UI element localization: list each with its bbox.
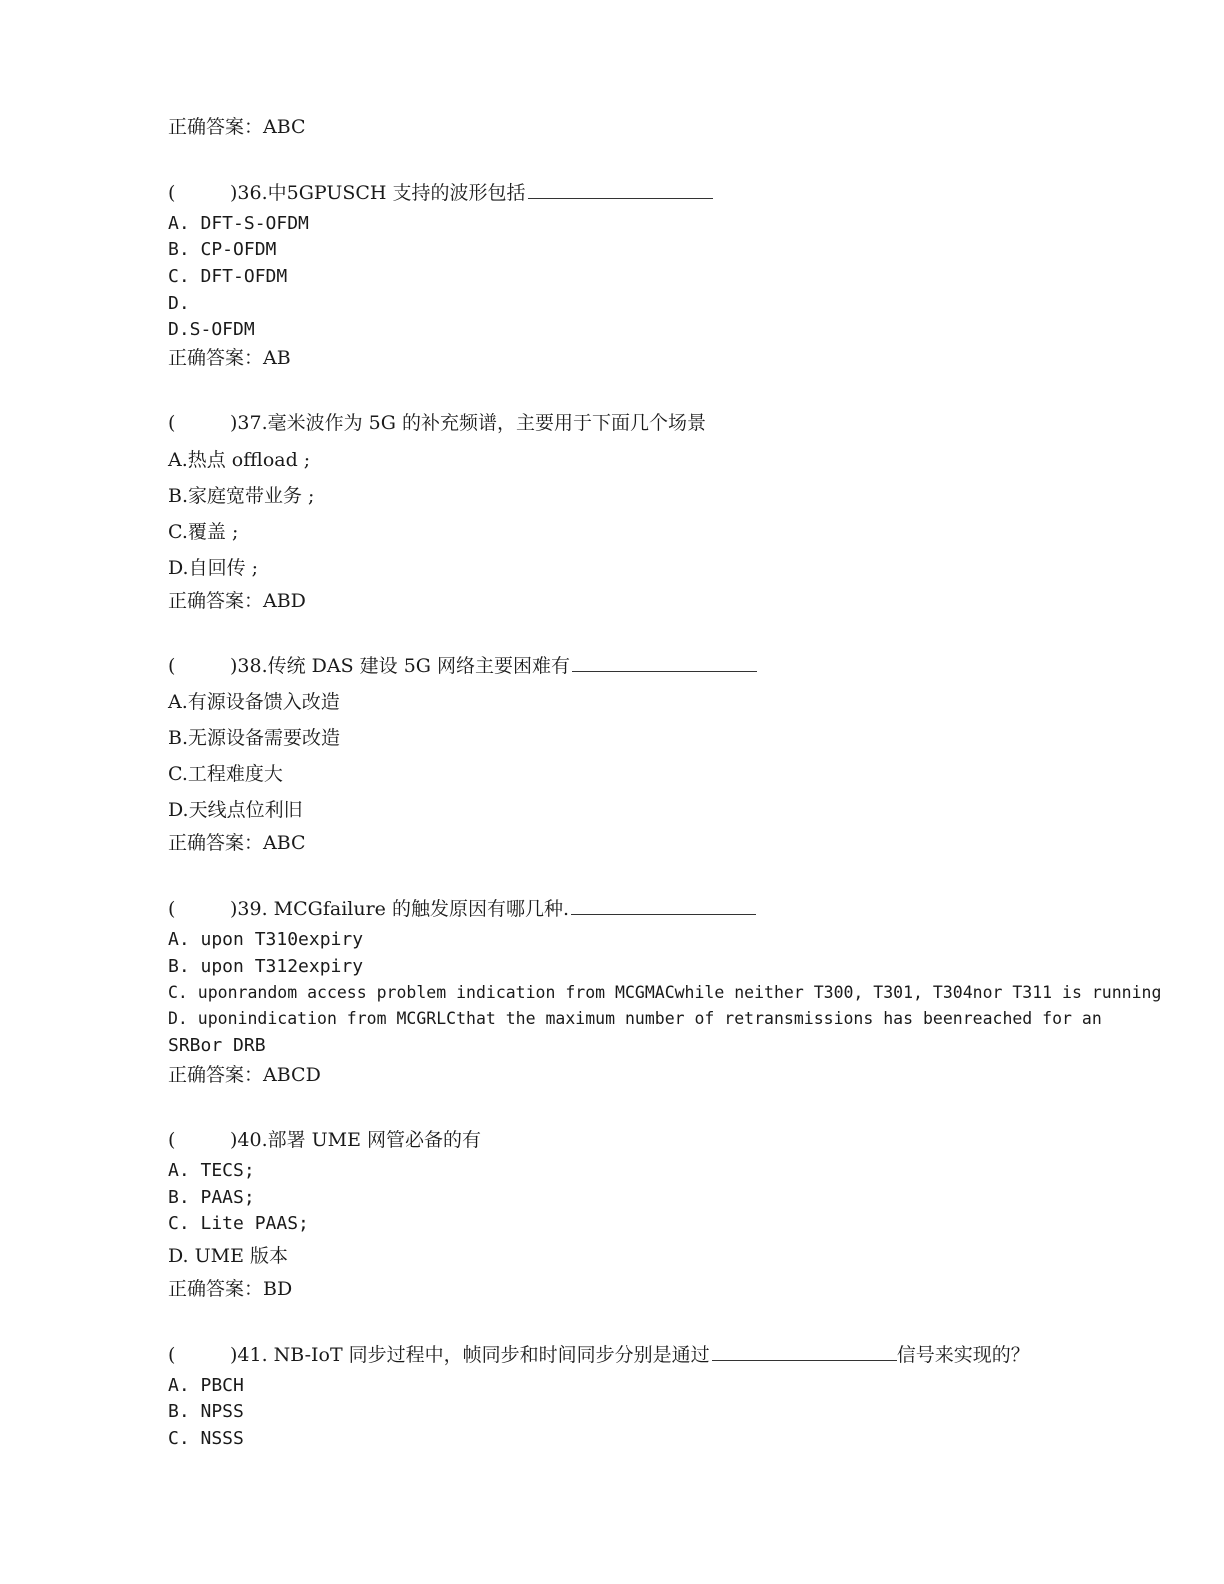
option-41-b: B. NPSS	[168, 1401, 244, 1422]
option-41-a: A. PBCH	[168, 1375, 244, 1396]
question-text: )40.部署 UME 网管必备的有	[230, 1129, 482, 1151]
answer-blank	[528, 198, 713, 199]
question-40	[168, 1131, 481, 1150]
option-37-c: C.覆盖 ;	[168, 521, 239, 543]
question-41	[168, 1346, 1030, 1365]
question-36	[168, 184, 713, 203]
option-38-b: B.无源设备需要改造	[168, 727, 341, 749]
option-41-c: C. NSSS	[168, 1428, 244, 1449]
answer-blank	[571, 914, 756, 915]
option-37-b: B.家庭宽带业务 ;	[168, 485, 315, 507]
answer-paren: (	[168, 412, 176, 434]
option-38-a: A.有源设备馈入改造	[168, 691, 340, 713]
option-37-d: D.自回传 ;	[168, 557, 259, 579]
option-36-a: A. DFT-S-OFDM	[168, 213, 309, 234]
answer-37: 正确答案：ABD	[168, 590, 306, 612]
option-39-a: A. upon T310expiry	[168, 929, 364, 950]
question-text: )38.传统 DAS 建设 5G 网络主要困难有	[230, 655, 571, 677]
option-36-b: B. CP-OFDM	[168, 239, 277, 260]
option-39-b: B. upon T312expiry	[168, 956, 364, 977]
option-38-d: D.天线点位利旧	[168, 799, 303, 821]
answer-paren: (	[168, 1344, 176, 1366]
answer-blank	[572, 671, 757, 672]
question-38	[168, 657, 757, 676]
answer-paren: (	[168, 898, 176, 920]
option-39-c: C. uponrandom access problem indication from MCGMACwhile neither T300, T301, T304nor T311 is running	[168, 983, 1162, 1002]
question-text: )37.毫米波作为 5G 的补充频谱，主要用于下面几个场景	[230, 412, 706, 434]
option-40-c: C. Lite PAAS;	[168, 1213, 309, 1234]
option-38-c: C.工程难度大	[168, 763, 283, 785]
question-37	[168, 414, 706, 433]
question-text: )36.中5GPUSCH 支持的波形包括	[230, 182, 526, 204]
option-40-a: A. TECS;	[168, 1160, 255, 1181]
option-36-d: D.	[168, 293, 190, 314]
question-text: )41. NB-IoT 同步过程中，帧同步和时间同步分别是通过	[230, 1344, 710, 1366]
option-36-d2: D.S-OFDM	[168, 319, 255, 340]
option-39-d: D. uponindication from MCGRLCthat the maximum number of retransmissions has beenreached for an	[168, 1009, 1102, 1028]
answer-paren: (	[168, 182, 176, 204]
option-37-a: A.热点 offload ;	[168, 449, 311, 471]
answer-paren: (	[168, 1129, 176, 1151]
answer-39: 正确答案：ABCD	[168, 1064, 321, 1086]
answer-blank	[712, 1360, 897, 1361]
option-40-b: B. PAAS;	[168, 1187, 255, 1208]
question-suffix: 信号来实现的？	[896, 1344, 1030, 1366]
question-39	[168, 900, 756, 919]
option-36-c: C. DFT-OFDM	[168, 266, 288, 287]
answer-40: 正确答案：BD	[168, 1278, 293, 1300]
question-text: )39. MCGfailure 的触发原因有哪几种.	[230, 898, 569, 920]
option-40-d: D. UME 版本	[168, 1245, 289, 1267]
answer-paren: (	[168, 655, 176, 677]
option-39-d-cont: SRBor DRB	[168, 1035, 266, 1056]
answer-36: 正确答案：AB	[168, 347, 291, 369]
answer-35: 正确答案：ABC	[168, 116, 306, 138]
answer-38: 正确答案：ABC	[168, 832, 306, 854]
